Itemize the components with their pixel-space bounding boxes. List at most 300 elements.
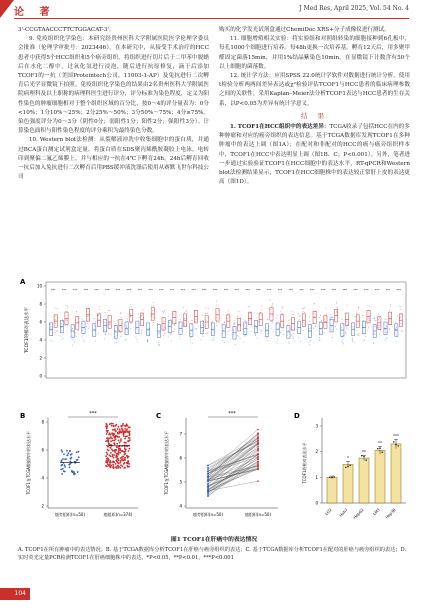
panel-a-box-normal-point: [202, 323, 203, 324]
panel-d-point: [331, 477, 332, 478]
panel-b-point-normal: [67, 454, 69, 456]
panel-a-box-normal-point: [212, 340, 213, 341]
panel-a-box-normal-point: [115, 336, 116, 337]
panel-a-box-tumor-point: [228, 317, 229, 318]
panel-a-box-tumor-point: [272, 303, 273, 304]
panel-c-significance: ***: [228, 411, 236, 417]
panel-a-box-tumor-point: [87, 323, 88, 324]
panel-a-box-normal-point: [341, 337, 342, 338]
panel-a-box-normal-point: [300, 315, 301, 316]
panel-b-point-tumor: [110, 455, 112, 457]
panel-a-box-tumor-point: [228, 310, 229, 311]
panel-a-box-tumor-point: [348, 329, 349, 330]
panel-b: [20, 411, 138, 517]
panel-c-pair-line: [208, 451, 258, 493]
panel-a-box-tumor-point: [346, 333, 347, 334]
panel-b-point-tumor: [106, 427, 108, 429]
panel-a-box-tumor-point: [67, 306, 68, 307]
panel-a-box-tumor-point: [164, 333, 165, 334]
proliferation-paragraph: 11. 细胞增殖相关实验：将实验组和对照组转染的细胞接种到6孔板中，每孔1000个细胞进行培养。每48h更换一次培养基。孵育12天后，用多聚甲醛固定菌落15min，并用1%结晶紫染色10min。在显微镜下计数含有50个以上细胞的菌落数。: [219, 36, 410, 70]
panel-a-box-tumor-point: [401, 314, 402, 315]
panel-d-label: D: [294, 412, 300, 420]
panel-d-point: [398, 445, 399, 446]
panel-b-point-tumor: [110, 452, 112, 454]
section-badge: 论 著: [14, 7, 56, 18]
panel-a-significance: ***: [245, 288, 250, 292]
panel-a-box-tumor-point: [358, 335, 359, 336]
panel-a-box-tumor-point: [380, 325, 381, 326]
panel-b-point-tumor: [127, 462, 129, 464]
panel-a-box-tumor-point: [271, 328, 272, 329]
panel-a-box-normal-point: [289, 323, 290, 324]
panel-a-box-normal-point: [147, 340, 148, 341]
panel-a-box-normal-point: [168, 316, 169, 317]
panel-a-box-tumor-point: [379, 327, 380, 328]
panel-a-box-tumor-point: [78, 333, 79, 334]
panel-a-box-tumor-point: [367, 330, 368, 331]
panel-a-box-normal-point: [255, 334, 256, 335]
panel-a-box-normal-point: [158, 342, 159, 343]
panel-a-box-tumor-point: [347, 305, 348, 306]
panel-b-point-tumor: [106, 465, 108, 467]
panel-b-point-tumor: [121, 428, 123, 430]
panel-d-xlabel: HepG2: [352, 507, 365, 520]
panel-a-box-tumor-point: [163, 329, 164, 330]
panel-a-box-tumor-point: [336, 312, 337, 313]
panel-a-box-normal-point: [276, 324, 277, 325]
panel-a-box-tumor-point: [130, 328, 131, 329]
panel-c-point-normal: [207, 472, 209, 474]
panel-a-box-tumor-point: [346, 326, 347, 327]
panel-b-point-tumor: [116, 453, 118, 455]
panel-a-significance: ***: [266, 288, 272, 292]
panel-a-box-normal-point: [300, 341, 301, 342]
panel-b-point-tumor: [122, 460, 124, 462]
panel-c-pair-line: [208, 443, 258, 479]
panel-a-box-normal-point: [234, 323, 235, 324]
panel-b-point-tumor: [119, 467, 121, 469]
panel-a-box-tumor-point: [76, 311, 77, 312]
panel-c-point-normal: [207, 467, 209, 469]
panel-a-significance: ***: [148, 288, 153, 292]
panel-b-point-tumor: [118, 436, 120, 438]
panel-b-point-normal: [78, 456, 80, 458]
panel-a-box-normal-point: [395, 329, 396, 330]
panel-a-box-normal-point: [276, 341, 277, 342]
panel-a-box-normal-point: [181, 317, 182, 318]
panel-a-box-tumor-point: [172, 331, 173, 332]
panel-d-xlabel: LM3: [371, 507, 381, 517]
panel-a-significance: ***: [256, 288, 261, 292]
panel-b-point-normal: [78, 451, 80, 453]
panel-a-box-normal-point: [374, 318, 375, 319]
panel-a-box-normal-point: [386, 326, 387, 327]
panel-a-box-tumor-point: [272, 321, 273, 322]
header-accent: [0, 0, 14, 18]
panel-a-box-tumor-point: [88, 316, 89, 317]
panel-a-box-normal-point: [147, 339, 148, 340]
panel-a-box-tumor-point: [184, 325, 185, 326]
panel-c-pair-line: [208, 444, 258, 480]
panel-a-box-normal-point: [289, 343, 290, 344]
panel-a-box-normal-point: [330, 318, 331, 319]
panel-a-box-tumor-point: [130, 313, 131, 314]
panel-a-box-tumor-point: [66, 305, 67, 306]
panel-b-point-tumor: [111, 449, 113, 451]
panel-a-box-tumor-point: [314, 303, 315, 304]
panel-a-box-normal-point: [233, 334, 234, 335]
results-paragraph: [219, 123, 410, 187]
panel-a-box-normal-point: [203, 336, 204, 337]
panel-a-box-normal-point: [148, 330, 149, 331]
panel-a-box-tumor-point: [282, 308, 283, 309]
panel-b-point-tumor: [106, 431, 108, 433]
panel-a-box-tumor-point: [142, 309, 143, 310]
panel-a-box-normal-point: [266, 331, 267, 332]
panel-a-box-normal-point: [396, 334, 397, 335]
panel-a-box-tumor-point: [304, 312, 305, 313]
statistics-paragraph: 12. 统计学方法：应用SPSS 22.0统计学软件对数据进行统计分析。使用t检验分析两两间差异表达或χ²检验评估TCOF1与HCC患者的临床病理参数之间的关联性。采用Kaplan–Meier法分析TCOF1表达与HCC患者的生存关系，以P<0.05为差异有统计学意义。: [219, 73, 410, 107]
panel-d-point: [329, 477, 330, 478]
panel-a-box-normal-point: [94, 329, 95, 330]
panel-a-significance: ***: [342, 288, 347, 292]
panel-a-box-tumor-point: [229, 330, 230, 331]
panel-a-box-normal-point: [332, 329, 333, 330]
panel-a-box-normal-point: [288, 342, 289, 343]
panel-a-box-tumor-point: [314, 316, 315, 317]
page-number: 104: [0, 588, 30, 600]
panel-b-point-tumor: [120, 457, 122, 459]
panel-a-box-normal-point: [385, 329, 386, 330]
panel-a-box-tumor-point: [142, 314, 143, 315]
panel-b-significance: ***: [89, 411, 97, 417]
panel-a-box-tumor-point: [282, 313, 283, 314]
panel-b-point-tumor: [117, 428, 119, 430]
panel-a-box-normal-point: [137, 324, 138, 325]
panel-a-box-normal-point: [95, 341, 96, 342]
panel-a-box-tumor-point: [270, 299, 271, 300]
panel-a-box-normal-point: [50, 340, 51, 341]
panel-d-significance: ***: [393, 433, 399, 439]
panel-a-box-normal-point: [278, 328, 279, 329]
panel-a-box-normal-point: [342, 319, 343, 320]
panel-a-box-normal-point: [343, 343, 344, 344]
panel-a-box-normal-point: [74, 342, 75, 343]
panel-b-point-tumor: [118, 449, 120, 451]
panel-a-box-tumor-point: [55, 332, 56, 333]
panel-b-point-tumor: [115, 424, 117, 426]
panel-a-box-normal-point: [364, 339, 365, 340]
panel-a-box-normal-point: [202, 315, 203, 316]
panel-a-box-normal-point: [157, 323, 158, 324]
panel-d-significance: **: [378, 440, 382, 446]
panel-a-box-tumor-point: [152, 310, 153, 311]
panel-a-box-normal-point: [373, 343, 374, 344]
panel-a-box-normal-point: [82, 337, 83, 338]
panel-b-point-tumor: [112, 423, 114, 425]
panel-b-point-tumor: [125, 449, 127, 451]
panel-a-box-normal-point: [126, 326, 127, 327]
panel-b-point-tumor: [105, 460, 107, 462]
panel-a-box-tumor-point: [304, 324, 305, 325]
panel-a-box-normal-point: [222, 340, 223, 341]
panel-a-box-normal-point: [309, 321, 310, 322]
panel-b-point-tumor: [128, 431, 130, 433]
panel-a-box-tumor-point: [98, 333, 99, 334]
panel-a-box-normal-point: [332, 337, 333, 338]
panel-a-box-normal-point: [319, 339, 320, 340]
panel-a-box-tumor-point: [272, 305, 273, 306]
panel-a-box-tumor-point: [217, 318, 218, 319]
panel-a-box-tumor-point: [335, 326, 336, 327]
panel-a-frame: [46, 282, 406, 378]
panel-a-box-tumor-point: [389, 328, 390, 329]
panel-a-box-normal-point: [386, 338, 387, 339]
panel-a-box-tumor-point: [378, 327, 379, 328]
panel-d-point: [334, 476, 335, 477]
panel-b-point-tumor: [110, 440, 112, 442]
panel-a-box-normal-point: [255, 335, 256, 336]
panel-a-box-normal-point: [115, 323, 116, 324]
panel-b-point-tumor: [114, 450, 116, 452]
panel-d-point: [366, 460, 367, 461]
panel-b-point-tumor: [106, 437, 108, 439]
panel-d-ytick-label: 1: [315, 474, 318, 480]
panel-a-box-tumor-point: [250, 313, 251, 314]
panel-b-point-tumor: [112, 440, 114, 442]
panel-c-point-tumor: [257, 453, 259, 455]
panel-a-box-tumor-point: [131, 306, 132, 307]
panel-a-box-tumor-point: [164, 312, 165, 313]
panel-b-point-tumor: [127, 466, 129, 468]
panel-a-significance: ***: [299, 288, 304, 292]
panel-a-significance: ***: [396, 288, 401, 292]
panel-b-point-tumor: [109, 463, 111, 465]
panel-a-box-tumor-point: [293, 312, 294, 313]
panel-b-point-tumor: [126, 456, 128, 458]
panel-b-x-normal: 癌旁组织(n=50): [54, 512, 86, 517]
panel-a-box-normal-point: [276, 318, 277, 319]
panel-a-box-tumor-point: [251, 331, 252, 332]
panel-b-label: B: [20, 412, 26, 420]
panel-a-box-tumor-point: [271, 321, 272, 322]
western-blot-paragraph: 10. Western blot法检测：从裂解液冲洗中收集细胞中的蛋白质，并通过BCA蛋白测定试剂盒定量。将蛋白质在SDS聚丙烯酰胺凝胶上电泳，电转印到聚偏二氟乙烯膜上，并与相应的一抗在4℃下孵育24h。24h后孵育回收一抗后加入兔抗进行二次孵育后用PBS缓冲液洗涤后使用从赛默飞世尔科技公司: [18, 137, 209, 181]
panel-a-box-tumor-point: [218, 322, 219, 323]
panel-a-box-tumor-point: [196, 321, 197, 322]
panel-a-box-normal-point: [287, 324, 288, 325]
panel-a-box-tumor-point: [109, 323, 110, 324]
panel-a-box-tumor-point: [163, 313, 164, 314]
panel-a-box-tumor-point: [389, 310, 390, 311]
panel-a: [20, 278, 406, 379]
panel-a-box-normal-point: [115, 343, 116, 344]
panel-a-box-normal-point: [63, 338, 64, 339]
panel-a-box-normal-point: [94, 325, 95, 326]
panel-a-box-tumor-point: [66, 319, 67, 320]
panel-a-box-tumor-point: [378, 314, 379, 315]
panel-a-box-normal-point: [52, 341, 53, 342]
panel-a-box-tumor-point: [293, 338, 294, 339]
panel-b-point-normal: [69, 467, 71, 469]
panel-b-ylabel: TCOF1在TCGA数据库中的表达水平: [26, 431, 31, 495]
panel-a-box-normal-point: [50, 324, 51, 325]
panel-a-box-normal-point: [256, 328, 257, 329]
panel-a-box-tumor-point: [216, 301, 217, 302]
panel-b-point-tumor: [124, 453, 126, 455]
panel-a-box-tumor-point: [99, 309, 100, 310]
panel-b-point-normal: [69, 460, 71, 462]
panel-a-box-normal-point: [289, 319, 290, 320]
panel-b-point-normal: [60, 468, 62, 470]
panel-a-box-normal-point: [127, 321, 128, 322]
panel-a-box-tumor-point: [87, 316, 88, 317]
panel-b-point-normal: [73, 471, 75, 473]
panel-c-point-tumor: [257, 447, 259, 449]
panel-a-box-tumor-point: [261, 330, 262, 331]
panel-b-point-tumor: [122, 465, 124, 467]
panel-a-box-tumor-point: [293, 333, 294, 334]
panel-a-box-tumor-point: [55, 319, 56, 320]
panel-b-point-tumor: [116, 457, 118, 459]
panel-a-box-normal-point: [158, 333, 159, 334]
panel-a-box-normal-point: [311, 340, 312, 341]
panel-a-box-normal-point: [83, 340, 84, 341]
panel-b-point-tumor: [129, 448, 131, 450]
panel-a-box-normal-point: [82, 319, 83, 320]
panel-a-box-normal-point: [181, 325, 182, 326]
panel-a-box-tumor-point: [390, 304, 391, 305]
panel-a-box-tumor-point: [120, 312, 121, 313]
panel-a-box-tumor-point: [78, 330, 79, 331]
panel-a-box-normal-point: [171, 340, 172, 341]
panel-a-box-tumor-point: [261, 309, 262, 310]
panel-a-box-tumor-point: [184, 312, 185, 313]
panel-a-box-tumor-point: [336, 329, 337, 330]
panel-b-point-normal: [62, 468, 64, 470]
panel-b-point-normal: [76, 451, 78, 453]
panel-a-box-normal-point: [354, 316, 355, 317]
panel-a-box-tumor-point: [346, 328, 347, 329]
panel-a-box-normal-point: [257, 338, 258, 339]
panel-a-box-normal-point: [169, 322, 170, 323]
panel-a-box-tumor-point: [195, 311, 196, 312]
panel-b-point-tumor: [122, 456, 124, 458]
panel-a-box-normal-point: [332, 326, 333, 327]
panel-c-ytick-label: 7: [179, 431, 182, 437]
panel-a-box-tumor-point: [89, 327, 90, 328]
panel-a-box-normal-point: [396, 327, 397, 328]
panel-b-point-tumor: [118, 426, 120, 428]
panel-a-box-tumor-point: [389, 322, 390, 323]
panel-a-box-tumor-point: [119, 330, 120, 331]
panel-a-box-tumor-point: [346, 321, 347, 322]
panel-c-pair-line: [208, 438, 258, 465]
panel-a-box-normal-point: [277, 315, 278, 316]
panel-d-xlabel: Hep3B: [384, 507, 397, 520]
panel-a-box-tumor-point: [389, 329, 390, 330]
panel-b-point-tumor: [113, 426, 115, 428]
panel-a-box-tumor-point: [303, 311, 304, 312]
panel-b-point-normal: [74, 473, 76, 475]
panel-a-box-normal-point: [353, 326, 354, 327]
panel-a-box-normal-point: [212, 321, 213, 322]
panel-a-box-tumor-point: [152, 314, 153, 315]
panel-b-point-normal: [70, 454, 72, 456]
panel-d-point: [350, 465, 351, 466]
panel-d-point: [363, 456, 364, 457]
panel-a-box-tumor-point: [282, 306, 283, 307]
panel-a-box-normal-point: [125, 340, 126, 341]
panel-a-box-tumor-point: [54, 322, 55, 323]
panel-a-box-tumor-point: [303, 323, 304, 324]
panel-a-box-tumor-point: [55, 323, 56, 324]
panel-a-box-tumor-point: [174, 324, 175, 325]
panel-b-point-tumor: [119, 452, 121, 454]
panel-a-box-normal-point: [72, 339, 73, 340]
panel-b-point-tumor: [117, 465, 119, 467]
panel-a-box-tumor-point: [336, 311, 337, 312]
panel-a-box-normal-point: [277, 336, 278, 337]
panel-a-box-tumor-point: [249, 306, 250, 307]
panel-b-point-tumor: [106, 453, 108, 455]
panel-a-box-tumor-point: [315, 326, 316, 327]
panel-a-box-normal-point: [72, 345, 73, 346]
panel-b-point-tumor: [110, 466, 112, 468]
panel-a-box-normal-point: [298, 323, 299, 324]
panel-b-point-tumor: [106, 458, 108, 460]
panel-a-ylabel: TCOF1的相对表达水平: [25, 306, 30, 354]
panel-a-box-normal-point: [309, 344, 310, 345]
panel-a-box-tumor-point: [400, 309, 401, 310]
panel-b-point-tumor: [111, 425, 113, 427]
panel-a-box-normal-point: [299, 319, 300, 320]
panel-a-box-tumor-point: [378, 319, 379, 320]
panel-a-box-normal-point: [168, 337, 169, 338]
panel-a-box-normal-point: [51, 327, 52, 328]
panel-a-box-normal-point: [191, 324, 192, 325]
panel-a-box-normal-point: [245, 320, 246, 321]
panel-a-box-normal-point: [319, 317, 320, 318]
primer-sequence: 3'-CCGTAACCCTTCTGGACAT-3'。: [18, 27, 115, 33]
panel-c-point-normal: [207, 490, 209, 492]
panel-a-box-normal-point: [116, 342, 117, 343]
panel-a-box-tumor-point: [390, 306, 391, 307]
panel-a-box-normal-point: [244, 335, 245, 336]
panel-a-box-normal-point: [255, 333, 256, 334]
panel-b-point-normal: [63, 453, 65, 455]
panel-a-box-tumor-point: [153, 302, 154, 303]
panel-a-box-normal-point: [289, 329, 290, 330]
panel-a-box-tumor-point: [293, 314, 294, 315]
panel-a-box-normal-point: [126, 325, 127, 326]
panel-a-box-normal-point: [387, 338, 388, 339]
panel-a-ytick-label: 2: [39, 355, 42, 361]
panel-a-box-normal-point: [224, 342, 225, 343]
panel-b-point-tumor: [124, 438, 126, 440]
panel-a-box-tumor-point: [76, 336, 77, 337]
panel-a-box-tumor-point: [152, 305, 153, 306]
panel-a-box-normal-point: [341, 341, 342, 342]
results-subheading: 1. TCOF1在HCC组织中的表达差异：: [230, 124, 330, 131]
panel-b-point-normal: [64, 471, 66, 473]
panel-a-box-normal-point: [135, 337, 136, 338]
panel-a-box-normal-point: [50, 326, 51, 327]
panel-b-point-tumor: [120, 464, 122, 466]
panel-a-box-tumor-point: [164, 328, 165, 329]
panel-a-box-normal-point: [310, 328, 311, 329]
panel-c-pair-line: [208, 450, 258, 486]
panel-a-box-normal-point: [363, 340, 364, 341]
